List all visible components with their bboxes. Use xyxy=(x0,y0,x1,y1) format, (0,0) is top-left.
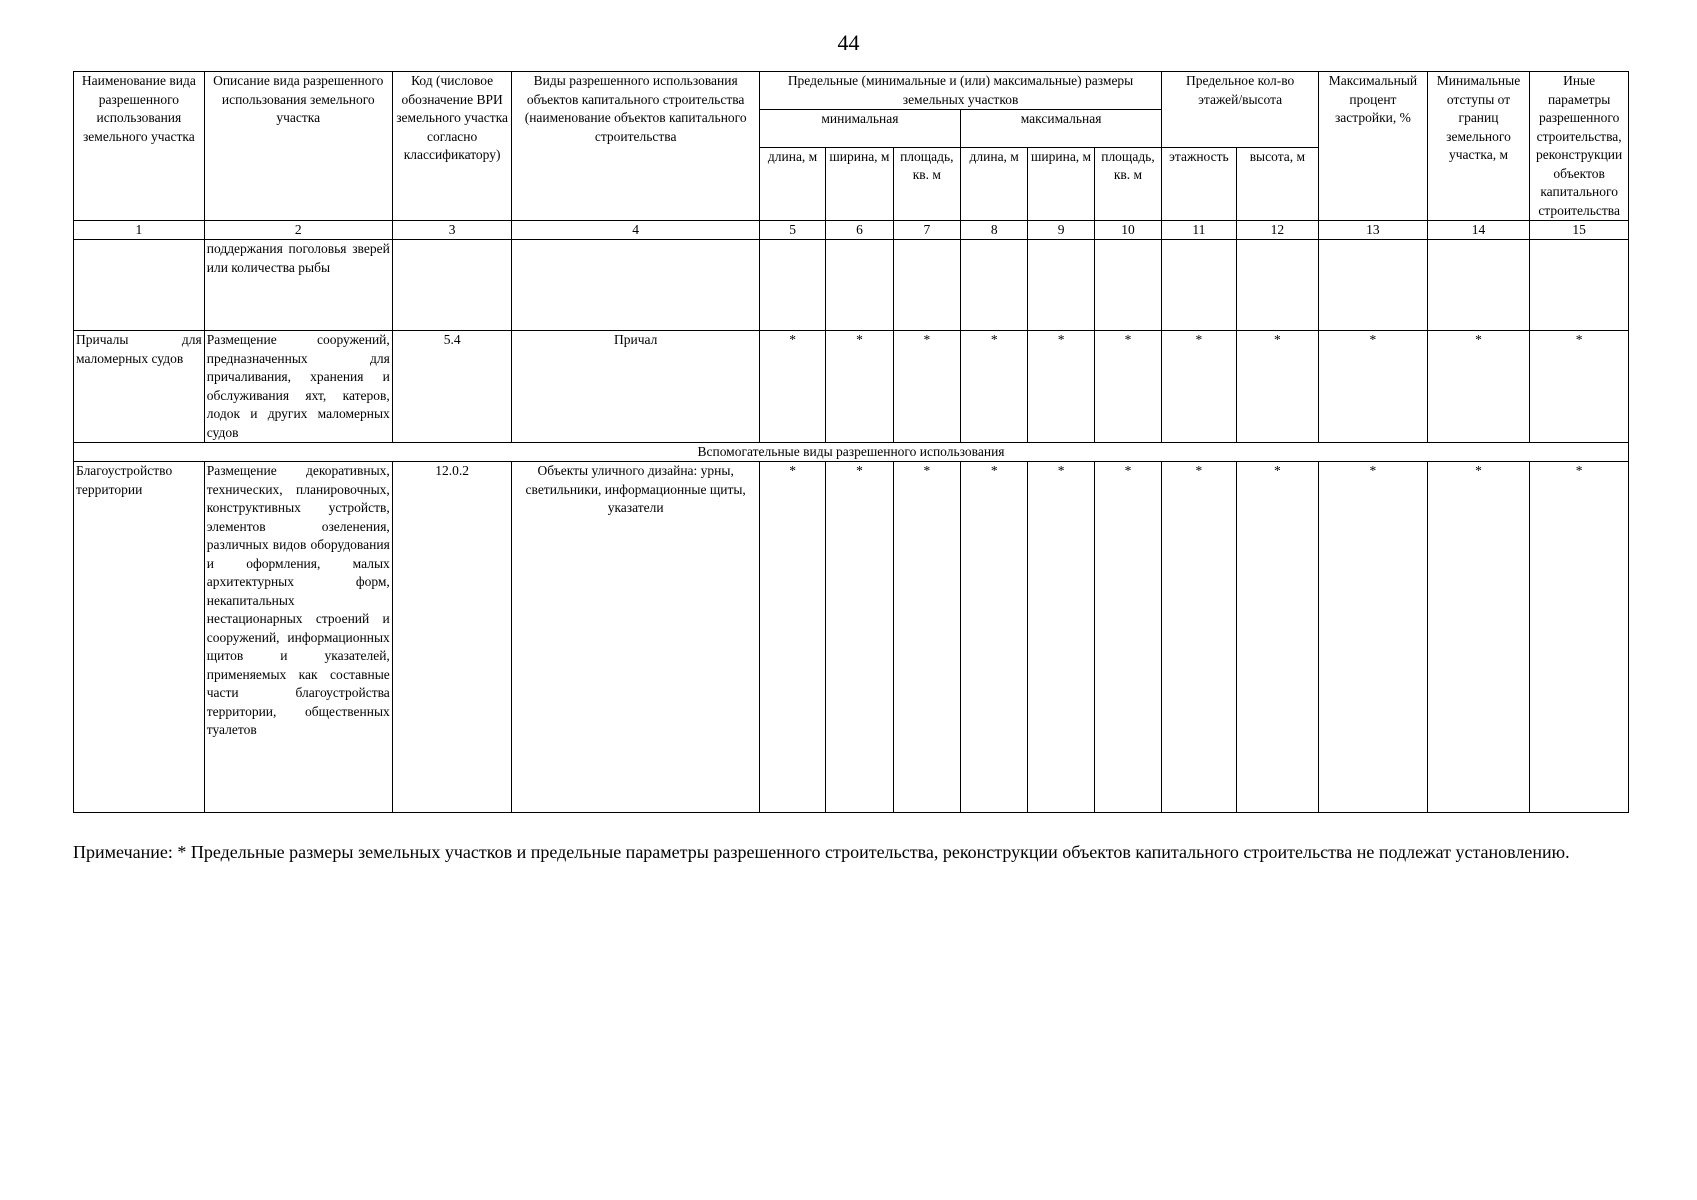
row-param xyxy=(1427,240,1530,331)
row-param: * xyxy=(1028,462,1094,813)
row-param xyxy=(826,240,893,331)
header-height: высота, м xyxy=(1236,147,1318,221)
row-description: Размещение декоративных, технических, планировочных, конструктивных устройств, элементов озеленения, различных видов оборудования и оформления, малых архитектурных форм, некапитальных нестационарных строений и сооружений, информационных щитов и указателей, применяемых как составные части благоустройства территории, общественных туалетов xyxy=(204,462,392,813)
column-number: 2 xyxy=(204,221,392,240)
header-col-1: Наименование вида разрешенного использования земельного участка xyxy=(74,72,205,221)
column-number: 11 xyxy=(1162,221,1236,240)
row-code xyxy=(392,240,512,331)
header-floors: этажность xyxy=(1162,147,1236,221)
row-param xyxy=(893,240,960,331)
column-number: 15 xyxy=(1530,221,1629,240)
column-number-row xyxy=(74,221,1629,240)
row-param xyxy=(1236,240,1318,331)
row-param xyxy=(759,240,825,331)
column-number: 3 xyxy=(392,221,512,240)
column-number: 9 xyxy=(1028,221,1094,240)
column-number: 1 xyxy=(74,221,205,240)
row-param xyxy=(961,240,1028,331)
row-param xyxy=(1530,240,1629,331)
header-col-4: Виды разрешенного использования объектов капитального строительства (наименование объектов капитального строительства xyxy=(512,72,759,221)
header-sub-min: минимальная xyxy=(759,110,960,147)
row-objects: Объекты уличного дизайна: урны, светильники, информационные щиты, указатели xyxy=(512,462,759,813)
row-objects xyxy=(512,240,759,331)
row-param xyxy=(1028,240,1094,331)
row-param: * xyxy=(893,331,960,443)
row-param: * xyxy=(1319,462,1428,813)
column-number: 5 xyxy=(759,221,825,240)
header-col-13: Максимальный процент застройки, % xyxy=(1319,72,1428,221)
row-param: * xyxy=(1427,331,1530,443)
row-param: * xyxy=(1162,331,1236,443)
header-group-sizes: Предельные (минимальные и (или) максимальные) размеры земельных участков xyxy=(759,72,1161,110)
header-min-area: площадь, кв. м xyxy=(893,147,960,221)
column-number: 10 xyxy=(1094,221,1161,240)
row-code: 12.0.2 xyxy=(392,462,512,813)
header-group-floors: Предельное кол-во этажей/высота xyxy=(1162,72,1319,148)
row-param: * xyxy=(1094,331,1161,443)
row-param xyxy=(1319,240,1428,331)
row-description: Размещение сооружений, предназначенных для причаливания, хранения и обслуживания яхт, катеров, лодок и других маломерных судов xyxy=(204,331,392,443)
row-param xyxy=(1162,240,1236,331)
row-param: * xyxy=(1530,462,1629,813)
row-param: * xyxy=(1236,462,1318,813)
row-param: * xyxy=(1162,462,1236,813)
row-param: * xyxy=(1319,331,1428,443)
row-code: 5.4 xyxy=(392,331,512,443)
header-sub-max: максимальная xyxy=(961,110,1162,147)
row-objects: Причал xyxy=(512,331,759,443)
row-param: * xyxy=(893,462,960,813)
header-min-length: длина, м xyxy=(759,147,825,221)
row-param: * xyxy=(1028,331,1094,443)
footnote: Примечание: * Предельные размеры земельных участков и предельные параметры разрешенного строительства, реконструкции объектов капитального строительства не подлежат установлению. xyxy=(73,842,1570,862)
row-description: поддержания поголовья зверей или количества рыбы xyxy=(204,240,392,331)
column-number: 14 xyxy=(1427,221,1530,240)
column-number: 6 xyxy=(826,221,893,240)
row-name xyxy=(74,240,205,331)
row-param: * xyxy=(961,462,1028,813)
header-max-width: ширина, м xyxy=(1028,147,1094,221)
row-param: * xyxy=(961,331,1028,443)
column-number: 7 xyxy=(893,221,960,240)
table-row xyxy=(74,240,1629,331)
row-param: * xyxy=(1236,331,1318,443)
column-number: 12 xyxy=(1236,221,1318,240)
row-name: Благоустройство территории xyxy=(74,462,205,813)
row-param: * xyxy=(1427,462,1530,813)
column-number: 4 xyxy=(512,221,759,240)
header-col-14: Минимальные отступы от границ земельного участка, м xyxy=(1427,72,1530,221)
column-number: 13 xyxy=(1319,221,1428,240)
row-param: * xyxy=(759,331,825,443)
column-number: 8 xyxy=(961,221,1028,240)
table-row xyxy=(74,462,1629,813)
zoning-table xyxy=(73,71,1629,813)
header-min-width: ширина, м xyxy=(826,147,893,221)
page-number: 44 xyxy=(837,30,860,55)
header-col-2: Описание вида разрешенного использования земельного участка xyxy=(204,72,392,221)
section-row xyxy=(74,443,1629,462)
header-col-3: Код (числовое обозначение ВРИ земельного участка согласно классификатору) xyxy=(392,72,512,221)
row-param xyxy=(1094,240,1161,331)
section-title: Вспомогательные виды разрешенного использования xyxy=(74,443,1629,462)
row-param: * xyxy=(826,462,893,813)
row-param: * xyxy=(1094,462,1161,813)
header-max-area: площадь, кв. м xyxy=(1094,147,1161,221)
row-param: * xyxy=(1530,331,1629,443)
row-param: * xyxy=(826,331,893,443)
header-max-length: длина, м xyxy=(961,147,1028,221)
row-name: Причалы для маломерных судов xyxy=(74,331,205,443)
table-row xyxy=(74,331,1629,443)
header-col-15: Иные параметры разрешенного строительства, реконструкции объектов капитального строительства xyxy=(1530,72,1629,221)
row-param: * xyxy=(759,462,825,813)
